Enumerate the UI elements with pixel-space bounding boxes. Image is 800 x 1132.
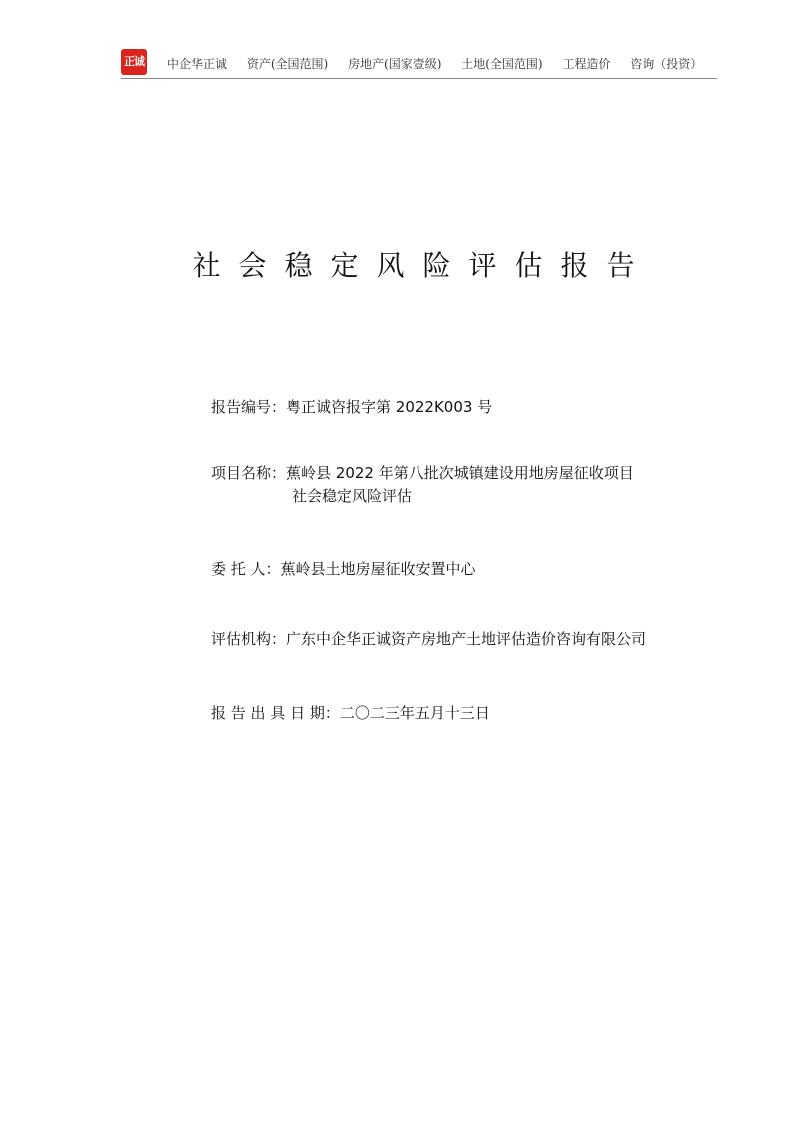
page-header [121, 49, 717, 77]
company-logo: 正诚 [121, 49, 147, 75]
client-value: 蕉岭县土地房屋征收安置中心 [280, 560, 476, 578]
report-date-value: 二〇二三年五月十三日 [339, 704, 490, 722]
project-name-line2: 社会稳定风险评估 [292, 487, 413, 505]
agency-field [211, 628, 646, 649]
header-item-engineering: 工程造价 [562, 57, 611, 71]
agency-label: 评估机构： [211, 630, 287, 648]
header-item-assets: 资产(全国范围) [246, 57, 329, 71]
report-title: 社会稳定风险评估报告 [192, 249, 653, 282]
header-divider [121, 78, 717, 79]
header-item-land: 土地(全国范围) [461, 57, 543, 71]
report-number-label: 报告编号： [211, 398, 287, 416]
header-item-real-estate: 房地产(国家壹级) [348, 57, 442, 71]
project-name-line1: 蕉岭县 2022 年第八批次城镇建设用地房屋征收项目 [286, 464, 634, 482]
report-date-label: 报 告 出 具 日 期： [211, 704, 340, 722]
client-label: 委 托 人： [211, 560, 281, 578]
report-date-field [211, 702, 490, 723]
report-number-field [211, 396, 492, 417]
project-name-label: 项目名称： [211, 464, 287, 482]
header-item-company: 中企华正诚 [167, 57, 228, 71]
header-business-scope [167, 55, 718, 72]
header-item-consulting: 咨询（投资） [630, 57, 703, 71]
client-field [211, 558, 476, 579]
project-name-field [211, 462, 634, 505]
report-number-value: 粤正诚咨报字第 2022K003 号 [286, 398, 493, 416]
agency-value: 广东中企华正诚资产房地产土地评估造价咨询有限公司 [286, 630, 647, 648]
